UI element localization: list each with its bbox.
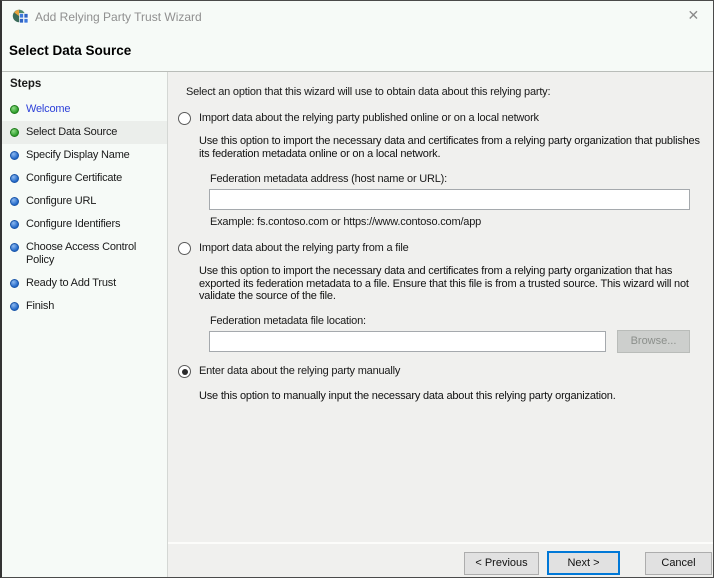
metadata-address-example: Example: fs.contoso.com or https://www.contoso.com/app [210,216,482,228]
step-item-configure-identifiers [2,213,167,236]
adfs-wizard-icon [12,8,29,25]
radio-import-online-label[interactable]: Import data about the relying party published online or on a local network [199,112,539,124]
footer-divider [168,542,713,544]
step-item-specify-display-name [2,144,167,167]
radio-import-online[interactable] [178,112,191,125]
step-todo-bullet-icon [10,197,19,206]
metadata-address-input[interactable] [209,189,690,210]
content-area [168,72,713,577]
step-item-configure-certificate [2,167,167,190]
step-label: Configure Certificate [26,172,123,184]
step-item-choose-access-control-policy [2,236,167,272]
close-icon[interactable]: ✕ [687,7,699,23]
step-todo-bullet-icon [10,279,19,288]
radio-enter-manually[interactable] [178,365,191,378]
option-manual-description: Use this option to manually input the necessary data about this relying party organization. [199,390,616,402]
option-online-description: Use this option to import the necessary data and certificates from a relying party organization that publishes its federation metadata online or on a local network. [199,135,700,160]
step-item-ready-to-add-trust [2,272,167,295]
metadata-address-label: Federation metadata address (host name or URL): [210,173,447,185]
step-todo-bullet-icon [10,220,19,229]
cancel-button[interactable]: Cancel [645,552,712,575]
steps-sidebar [2,72,168,577]
next-button[interactable]: Next > [547,551,620,575]
option-file-description: Use this option to import the necessary data and certificates from a relying party organization that has exported its federation metadata to a file. Ensure that this file is from a trusted source. This wizard will not validate the source of the file. [199,265,689,302]
step-label: Specify Display Name [26,149,130,161]
step-todo-bullet-icon [10,243,19,252]
step-label: Welcome [26,103,71,115]
step-item-welcome [2,98,167,121]
steps-title: Steps [10,78,42,90]
step-todo-bullet-icon [10,174,19,183]
step-todo-bullet-icon [10,302,19,311]
metadata-file-label: Federation metadata file location: [210,315,366,327]
step-label: Finish [26,300,55,312]
step-label: Choose Access Control Policy [26,241,137,266]
step-item-finish [2,295,167,318]
wizard-body [2,71,713,577]
radio-enter-manually-label[interactable]: Enter data about the relying party manually [199,365,401,377]
page-title: Select Data Source [9,43,132,58]
intro-text: Select an option that this wizard will use to obtain data about this relying party: [186,86,551,98]
step-label: Select Data Source [26,126,118,138]
step-done-bullet-icon [10,105,19,114]
metadata-file-input[interactable] [209,331,606,352]
browse-button[interactable]: Browse... [617,330,690,353]
step-todo-bullet-icon [10,151,19,160]
title-bar [2,1,713,31]
top-band [2,1,713,71]
radio-import-file-label[interactable]: Import data about the relying party from a file [199,242,409,254]
step-label: Configure Identifiers [26,218,121,230]
step-label: Configure URL [26,195,97,207]
step-label: Ready to Add Trust [26,277,116,289]
radio-import-file[interactable] [178,242,191,255]
window-title: Add Relying Party Trust Wizard [35,10,202,24]
previous-button[interactable]: < Previous [464,552,539,575]
step-item-configure-url [2,190,167,213]
step-item-select-data-source [2,121,167,144]
step-done-bullet-icon [10,128,19,137]
